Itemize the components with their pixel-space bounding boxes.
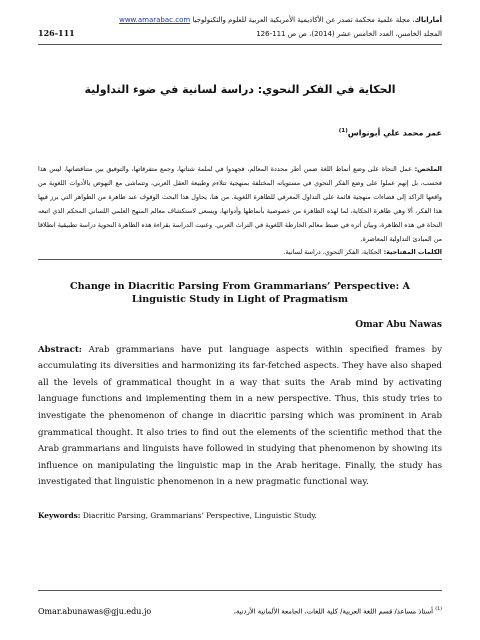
- english-abstract: [38, 342, 442, 491]
- affiliation-text: أستاذ مساعد/ قسم اللغة العربية/ كلية اللغات، الجامعة الألمانية الأردنية،: [233, 607, 434, 616]
- footnote-marker: (1): [435, 607, 442, 612]
- english-title: [38, 280, 442, 306]
- journal-label: أماراباك: [414, 16, 442, 24]
- journal-header: [38, 14, 442, 45]
- volume-line: المجلد الخامس، العدد الخامس عشر (2014)، ص ص 111-126: [256, 30, 442, 38]
- english-keywords-text: Diacritic Parsing, Grammarians’ Perspective, Linguistic Study.: [82, 511, 317, 520]
- author-footnote-marker: (1): [338, 128, 348, 134]
- english-keywords-label: Keywords:: [38, 511, 81, 520]
- journal-description: ، مجلة علمية محكمة تصدر عن الأكاديمية الأمريكية العربية للعلوم والتكنولوجيا: [192, 16, 415, 24]
- arabic-keywords-text: الحكاية، الفكر النحوي، دراسة لسانية.: [283, 247, 382, 256]
- english-title-line-1: Change in Diacritic Parsing From Grammarians’ Perspective: A: [70, 280, 410, 292]
- page-range: 126-111: [38, 28, 75, 38]
- english-abstract-label: Abstract:: [38, 344, 82, 355]
- journal-line: [119, 16, 442, 24]
- arabic-title: الحكاية في الفكر النحوي: دراسة لسانية في ضوء التداولية: [84, 83, 396, 96]
- english-author: Omar Abu Nawas: [355, 319, 442, 330]
- arabic-author: [38, 128, 442, 138]
- english-keywords: [38, 511, 442, 520]
- journal-url[interactable]: www.amarabac.com: [119, 16, 191, 24]
- footnote: [38, 590, 442, 621]
- arabic-keywords-label: الكلمات المفتاحية:: [383, 247, 442, 256]
- arabic-abstract: [38, 162, 442, 246]
- english-abstract-text: Arab grammarians have put language aspects within specified frames by accumulating its diversities and harmonizing its far-fetched aspects. They have also shaped all the levels of grammatical thought in a way that suits the Arab mind by activating language functions and implementing them in a new perspective. Thus, this study tries to investigate the phenomenon of change in diacritic parsing which was prominent in Arab grammatical thought. It also tries to find out the elements of the scientific method that the Arab grammarians and linguists have followed in studying that phenomenon by showing its influence on manipulating the linguistic map in the Arab heritage. Finally, the study has investigated that linguistic phenomenon in a new pragmatic functional way.: [38, 344, 443, 488]
- author-email[interactable]: Omar.abunawas@gju.edu.jo: [38, 607, 152, 616]
- author-affiliation: [234, 607, 442, 615]
- arabic-abstract-text: عمل النحاة على وضع أنماط اللغة ضمن أطر محددة المعالم، فجهدوا في لملمة شتاتها، وجمع متفرقاتها، والتوفيق بين متناقضاتها، ليس هذا فحسب، بل إنهم عملوا على وضع الفكر النحوي في مستوياته المختلفة بمنهجية تتلاءم وطبيعة العقل العربي، وتتماشى مع النهوض بالأدوات اللغوية من واقعها الراكد إلى فضاءات منهجية قائمة على التداول المعرفي للظاهرة اللغوية. من هنا، يحاول هذا البحث الوقوف عند ظاهرة من الظواهر التي برز فيها هذا الفكر، ألا وهي ظاهرة الحكاية، لما لهذه الظاهرة من خصوصية بأنماطها وأدواتها، ويسعى لاستكشاف معالم المنهج العلمي اللساني المحكم الذي اتبعه النحاة في هذه الظاهرة، وبيان أثره في ضبط معالم الخارطة اللغوية في التراث العربي. وعنيت الدراسة بقراءة هذه الظاهرة النحوية دراسة تطبيقية انطلاقا من المبادئ التداولية المعاصرة.: [38, 164, 442, 243]
- arabic-author-name: عمر محمد علي أبونواس: [347, 128, 442, 138]
- arabic-abstract-label: الملخص:: [414, 164, 442, 173]
- english-title-line-2: Linguistic Study in Light of Pragmatism: [131, 293, 349, 305]
- arabic-keywords: [38, 248, 442, 260]
